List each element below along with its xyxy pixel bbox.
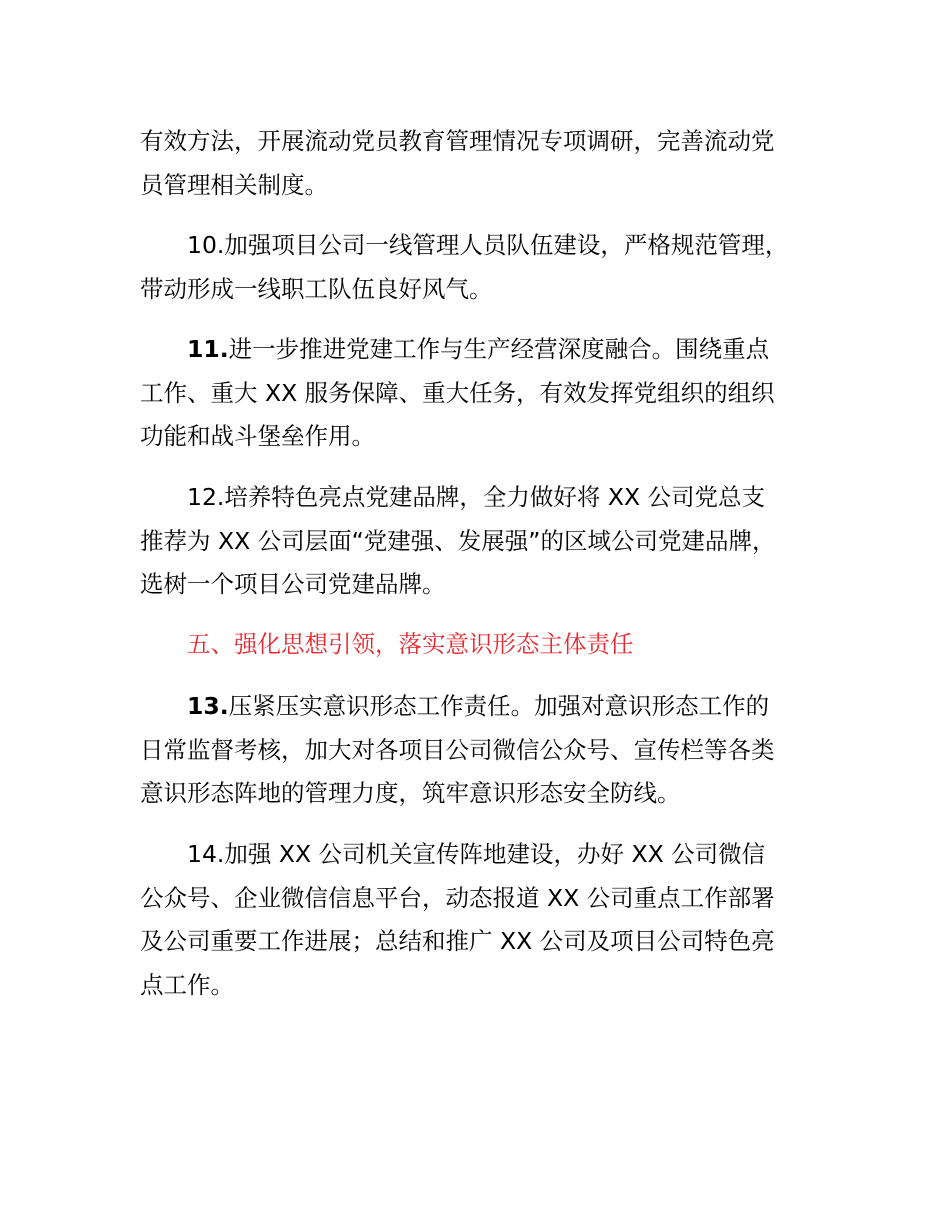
- text-line: 意识形态阵地的管理力度，筑牢意识形态安全防线。: [140, 779, 681, 807]
- item-number: 11.: [187, 335, 229, 363]
- text-line: 选树一个项目公司党建品牌。: [140, 570, 446, 598]
- text-line: 员管理相关制度。: [140, 170, 328, 199]
- paragraph-item-13: [140, 685, 820, 816]
- text-line: 公众号、企业微信信息平台，动态报道 XX 公司重点工作部署: [140, 883, 775, 912]
- text-line: 10.加强项目公司一线管理人员队伍建设，严格规范管理，: [187, 231, 789, 259]
- paragraph-continuation: [140, 120, 820, 207]
- section-heading: 五、强化思想引领，落实意识形态主体责任: [187, 630, 634, 658]
- item-text: 压紧压实意识形态工作责任。加强对意识形态工作的: [228, 692, 770, 720]
- text-line: 14.加强 XX 公司机关宣传阵地建设，办好 XX 公司微信: [187, 840, 766, 868]
- paragraph-item-14: [140, 833, 820, 1007]
- text-line: 日常监督考核，加大对各项目公司微信公众号、宣传栏等各类: [140, 735, 775, 764]
- text-line: 有效方法，开展流动党员教育管理情况专项调研，完善流动党: [140, 127, 775, 155]
- item-text: 进一步推进党建工作与生产经营深度融合。围绕重点: [228, 335, 770, 363]
- paragraph-item-11: [140, 328, 820, 459]
- text-line: 工作、重大 XX 服务保障、重大任务，有效发挥党组织的组织: [140, 378, 775, 407]
- paragraph-item-10: [140, 224, 820, 311]
- text-line: 12.培养特色亮点党建品牌，全力做好将 XX 公司党总支: [187, 483, 766, 511]
- text-line: [140, 685, 820, 729]
- text-line: 功能和战斗堡垒作用。: [140, 422, 375, 450]
- text-line: [140, 328, 820, 372]
- text-line: 带动形成一线职工队伍良好风气。: [140, 274, 493, 303]
- item-number: 13.: [187, 692, 229, 720]
- text-line: 点工作。: [140, 970, 234, 999]
- paragraph-item-12: [140, 476, 820, 607]
- text-line: 推荐为 XX 公司层面“党建强、发展强”的区域公司党建品牌，: [140, 526, 776, 555]
- text-line: 及公司重要工作进展；总结和推广 XX 公司及项目公司特色亮: [140, 927, 775, 955]
